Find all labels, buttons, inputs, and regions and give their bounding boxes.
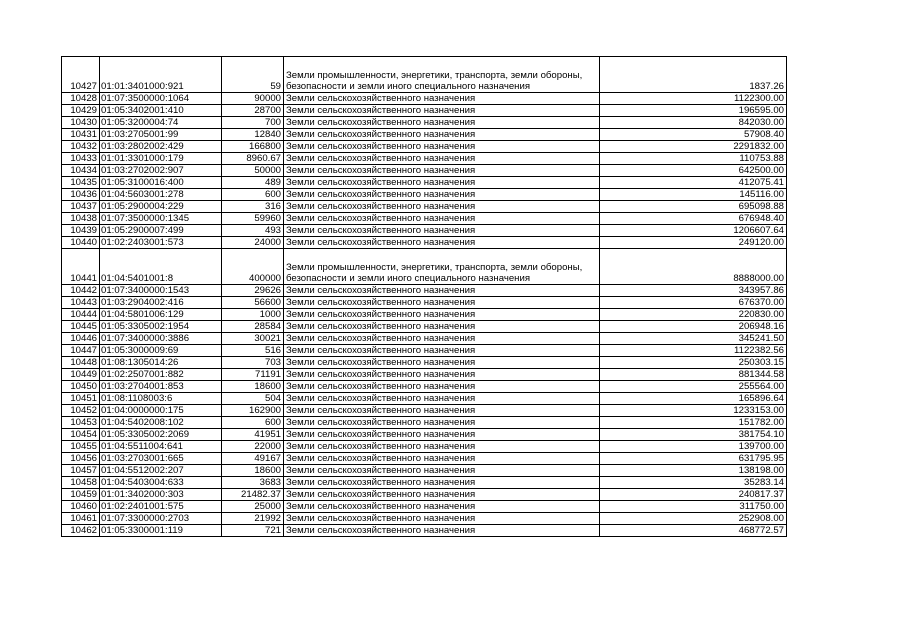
land-category-cell: Земли сельскохозяйственного назначения <box>284 465 600 477</box>
record-number-cell: 10458 <box>62 477 100 489</box>
record-number-cell: 10450 <box>62 381 100 393</box>
cadastral-number-cell: 01:05:3402001:410 <box>100 105 222 117</box>
area-cell: 516 <box>222 345 284 357</box>
land-category-cell: Земли сельскохозяйственного назначения <box>284 177 600 189</box>
table-row <box>62 513 787 525</box>
cadastral-value-cell: 165896.64 <box>600 393 787 405</box>
land-category-cell: Земли сельскохозяйственного назначения <box>284 213 600 225</box>
cadastral-number-cell: 01:03:2705001:99 <box>100 129 222 141</box>
table-row <box>62 165 787 177</box>
table-row <box>62 345 787 357</box>
table-row <box>62 189 787 201</box>
area-cell: 29626 <box>222 285 284 297</box>
cadastral-value-cell: 151782.00 <box>600 417 787 429</box>
table-row <box>62 405 787 417</box>
table-row <box>62 333 787 345</box>
table-row <box>62 321 787 333</box>
cadastral-number-cell: 01:07:3400000:1543 <box>100 285 222 297</box>
record-number-cell: 10459 <box>62 489 100 501</box>
land-category-cell: Земли промышленности, энергетики, транспорта, земли обороны, безопасности и земли иного специального назначения <box>284 249 600 285</box>
table-row <box>62 297 787 309</box>
table-row <box>62 369 787 381</box>
cadastral-number-cell: 01:01:3301000:179 <box>100 153 222 165</box>
land-category-cell: Земли сельскохозяйственного назначения <box>284 357 600 369</box>
table-row <box>62 357 787 369</box>
record-number-cell: 10441 <box>62 249 100 285</box>
table-row <box>62 105 787 117</box>
cadastral-number-cell: 01:08:1108003:6 <box>100 393 222 405</box>
land-category-cell: Земли сельскохозяйственного назначения <box>284 345 600 357</box>
cadastral-number-cell: 01:05:3305002:1954 <box>100 321 222 333</box>
area-cell: 56600 <box>222 297 284 309</box>
table-row <box>62 129 787 141</box>
area-cell: 703 <box>222 357 284 369</box>
cadastral-value-cell: 642500.00 <box>600 165 787 177</box>
cadastral-number-cell: 01:05:2900007:499 <box>100 225 222 237</box>
table-row <box>62 429 787 441</box>
land-category-cell: Земли сельскохозяйственного назначения <box>284 237 600 249</box>
record-number-cell: 10440 <box>62 237 100 249</box>
record-number-cell: 10437 <box>62 201 100 213</box>
land-category-cell: Земли сельскохозяйственного назначения <box>284 381 600 393</box>
table-body <box>62 57 787 537</box>
area-cell: 25000 <box>222 501 284 513</box>
table-row <box>62 285 787 297</box>
table-row <box>62 441 787 453</box>
record-number-cell: 10439 <box>62 225 100 237</box>
table-row <box>62 117 787 129</box>
cadastral-value-cell: 110753.88 <box>600 153 787 165</box>
land-category-cell: Земли сельскохозяйственного назначения <box>284 453 600 465</box>
area-cell: 316 <box>222 201 284 213</box>
cadastral-value-cell: 676948.40 <box>600 213 787 225</box>
record-number-cell: 10449 <box>62 369 100 381</box>
record-number-cell: 10431 <box>62 129 100 141</box>
record-number-cell: 10429 <box>62 105 100 117</box>
table-row <box>62 393 787 405</box>
record-number-cell: 10434 <box>62 165 100 177</box>
cadastral-number-cell: 01:08:1305014:26 <box>100 357 222 369</box>
record-number-cell: 10432 <box>62 141 100 153</box>
area-cell: 18600 <box>222 381 284 393</box>
cadastral-value-cell: 138198.00 <box>600 465 787 477</box>
table-row <box>62 309 787 321</box>
cadastral-number-cell: 01:04:5401001:8 <box>100 249 222 285</box>
cadastral-value-cell: 206948.16 <box>600 321 787 333</box>
cadastral-value-cell: 2291832.00 <box>600 141 787 153</box>
land-category-cell: Земли сельскохозяйственного назначения <box>284 117 600 129</box>
record-number-cell: 10436 <box>62 189 100 201</box>
table-row <box>62 237 787 249</box>
cadastral-number-cell: 01:03:2704001:853 <box>100 381 222 393</box>
land-category-cell: Земли сельскохозяйственного назначения <box>284 201 600 213</box>
land-category-cell: Земли сельскохозяйственного назначения <box>284 393 600 405</box>
table-row <box>62 153 787 165</box>
area-cell: 721 <box>222 525 284 537</box>
cadastral-value-cell: 412075.41 <box>600 177 787 189</box>
area-cell: 162900 <box>222 405 284 417</box>
cadastral-number-cell: 01:03:2703001:665 <box>100 453 222 465</box>
land-category-cell: Земли сельскохозяйственного назначения <box>284 321 600 333</box>
cadastral-value-cell: 676370.00 <box>600 297 787 309</box>
cadastral-number-cell: 01:07:3400000:3886 <box>100 333 222 345</box>
area-cell: 3683 <box>222 477 284 489</box>
cadastral-number-cell: 01:07:3500000:1064 <box>100 93 222 105</box>
area-cell: 600 <box>222 417 284 429</box>
area-cell: 8960.67 <box>222 153 284 165</box>
cadastral-number-cell: 01:05:3300001:119 <box>100 525 222 537</box>
land-register-sheet <box>61 56 787 537</box>
land-category-cell: Земли сельскохозяйственного назначения <box>284 297 600 309</box>
record-number-cell: 10456 <box>62 453 100 465</box>
record-number-cell: 10453 <box>62 417 100 429</box>
record-number-cell: 10444 <box>62 309 100 321</box>
area-cell: 71191 <box>222 369 284 381</box>
area-cell: 493 <box>222 225 284 237</box>
cadastral-number-cell: 01:02:2507001:882 <box>100 369 222 381</box>
cadastral-value-cell: 8888000.00 <box>600 249 787 285</box>
land-category-cell: Земли сельскохозяйственного назначения <box>284 489 600 501</box>
record-number-cell: 10460 <box>62 501 100 513</box>
land-category-cell: Земли сельскохозяйственного назначения <box>284 369 600 381</box>
table-row <box>62 57 787 93</box>
table-row <box>62 489 787 501</box>
land-category-cell: Земли сельскохозяйственного назначения <box>284 525 600 537</box>
cadastral-value-cell: 57908.40 <box>600 129 787 141</box>
area-cell: 41951 <box>222 429 284 441</box>
land-category-cell: Земли сельскохозяйственного назначения <box>284 93 600 105</box>
cadastral-value-cell: 250303.15 <box>600 357 787 369</box>
cadastral-number-cell: 01:05:3000009:69 <box>100 345 222 357</box>
area-cell: 18600 <box>222 465 284 477</box>
cadastral-value-cell: 343957.86 <box>600 285 787 297</box>
area-cell: 600 <box>222 189 284 201</box>
cadastral-number-cell: 01:01:3402000:303 <box>100 489 222 501</box>
cadastral-number-cell: 01:04:5512002:207 <box>100 465 222 477</box>
area-cell: 30021 <box>222 333 284 345</box>
record-number-cell: 10446 <box>62 333 100 345</box>
record-number-cell: 10462 <box>62 525 100 537</box>
area-cell: 489 <box>222 177 284 189</box>
cadastral-value-cell: 220830.00 <box>600 309 787 321</box>
cadastral-value-cell: 345241.50 <box>600 333 787 345</box>
table-row <box>62 249 787 285</box>
record-number-cell: 10457 <box>62 465 100 477</box>
land-category-cell: Земли сельскохозяйственного назначения <box>284 129 600 141</box>
land-category-cell: Земли сельскохозяйственного назначения <box>284 513 600 525</box>
area-cell: 1000 <box>222 309 284 321</box>
area-cell: 504 <box>222 393 284 405</box>
area-cell: 24000 <box>222 237 284 249</box>
land-category-cell: Земли промышленности, энергетики, транспорта, земли обороны, безопасности и земли иного специального назначения <box>284 57 600 93</box>
cadastral-value-cell: 249120.00 <box>600 237 787 249</box>
record-number-cell: 10435 <box>62 177 100 189</box>
cadastral-value-cell: 255564.00 <box>600 381 787 393</box>
cadastral-number-cell: 01:02:2401001:575 <box>100 501 222 513</box>
table-row <box>62 465 787 477</box>
cadastral-number-cell: 01:04:5511004:641 <box>100 441 222 453</box>
area-cell: 50000 <box>222 165 284 177</box>
cadastral-number-cell: 01:03:2802002:429 <box>100 141 222 153</box>
cadastral-number-cell: 01:05:3200004:74 <box>100 117 222 129</box>
cadastral-number-cell: 01:01:3401000:921 <box>100 57 222 93</box>
record-number-cell: 10442 <box>62 285 100 297</box>
cadastral-number-cell: 01:03:2702002:907 <box>100 165 222 177</box>
cadastral-value-cell: 842030.00 <box>600 117 787 129</box>
record-number-cell: 10454 <box>62 429 100 441</box>
land-category-cell: Земли сельскохозяйственного назначения <box>284 477 600 489</box>
table-row <box>62 477 787 489</box>
land-category-cell: Земли сельскохозяйственного назначения <box>284 105 600 117</box>
cadastral-number-cell: 01:07:3300000:2703 <box>100 513 222 525</box>
cadastral-value-cell: 881344.58 <box>600 369 787 381</box>
cadastral-value-cell: 145116.00 <box>600 189 787 201</box>
area-cell: 21992 <box>222 513 284 525</box>
land-category-cell: Земли сельскохозяйственного назначения <box>284 429 600 441</box>
area-cell: 49167 <box>222 453 284 465</box>
cadastral-number-cell: 01:04:5402008:102 <box>100 417 222 429</box>
area-cell: 59 <box>222 57 284 93</box>
land-category-cell: Земли сельскохозяйственного назначения <box>284 153 600 165</box>
cadastral-number-cell: 01:04:5801006:129 <box>100 309 222 321</box>
cadastral-number-cell: 01:02:2403001:573 <box>100 237 222 249</box>
record-number-cell: 10438 <box>62 213 100 225</box>
cadastral-number-cell: 01:05:3305002:2069 <box>100 429 222 441</box>
record-number-cell: 10455 <box>62 441 100 453</box>
record-number-cell: 10451 <box>62 393 100 405</box>
cadastral-value-cell: 35283.14 <box>600 477 787 489</box>
record-number-cell: 10452 <box>62 405 100 417</box>
cadastral-number-cell: 01:04:5403004:633 <box>100 477 222 489</box>
area-cell: 28584 <box>222 321 284 333</box>
table-row <box>62 177 787 189</box>
record-number-cell: 10461 <box>62 513 100 525</box>
area-cell: 12840 <box>222 129 284 141</box>
table-row <box>62 501 787 513</box>
record-number-cell: 10428 <box>62 93 100 105</box>
area-cell: 700 <box>222 117 284 129</box>
table-row <box>62 93 787 105</box>
table-row <box>62 201 787 213</box>
land-category-cell: Земли сельскохозяйственного назначения <box>284 165 600 177</box>
area-cell: 21482.37 <box>222 489 284 501</box>
area-cell: 28700 <box>222 105 284 117</box>
cadastral-value-cell: 1233153.00 <box>600 405 787 417</box>
cadastral-value-cell: 252908.00 <box>600 513 787 525</box>
land-category-cell: Земли сельскохозяйственного назначения <box>284 405 600 417</box>
record-number-cell: 10445 <box>62 321 100 333</box>
table-row <box>62 525 787 537</box>
cadastral-value-cell: 468772.57 <box>600 525 787 537</box>
cadastral-value-cell: 240817.37 <box>600 489 787 501</box>
cadastral-value-cell: 381754.10 <box>600 429 787 441</box>
land-category-cell: Земли сельскохозяйственного назначения <box>284 141 600 153</box>
record-number-cell: 10427 <box>62 57 100 93</box>
land-category-cell: Земли сельскохозяйственного назначения <box>284 501 600 513</box>
table-row <box>62 381 787 393</box>
table-row <box>62 225 787 237</box>
cadastral-number-cell: 01:05:2900004:229 <box>100 201 222 213</box>
cadastral-value-cell: 196595.00 <box>600 105 787 117</box>
cadastral-value-cell: 1122382.56 <box>600 345 787 357</box>
cadastral-number-cell: 01:05:3100016:400 <box>100 177 222 189</box>
record-number-cell: 10433 <box>62 153 100 165</box>
cadastral-number-cell: 01:07:3500000:1345 <box>100 213 222 225</box>
land-category-cell: Земли сельскохозяйственного назначения <box>284 189 600 201</box>
land-category-cell: Земли сельскохозяйственного назначения <box>284 225 600 237</box>
table-row <box>62 141 787 153</box>
cadastral-value-cell: 1206607.64 <box>600 225 787 237</box>
cadastral-value-cell: 139700.00 <box>600 441 787 453</box>
cadastral-value-cell: 311750.00 <box>600 501 787 513</box>
land-category-cell: Земли сельскохозяйственного назначения <box>284 309 600 321</box>
cadastral-value-cell: 1837.26 <box>600 57 787 93</box>
cadastral-number-cell: 01:03:2904002:416 <box>100 297 222 309</box>
record-number-cell: 10430 <box>62 117 100 129</box>
cadastral-number-cell: 01:04:5603001:278 <box>100 189 222 201</box>
land-category-cell: Земли сельскохозяйственного назначения <box>284 333 600 345</box>
table-row <box>62 213 787 225</box>
area-cell: 22000 <box>222 441 284 453</box>
cadastral-number-cell: 01:04:0000000:175 <box>100 405 222 417</box>
area-cell: 90000 <box>222 93 284 105</box>
land-plots-table <box>61 56 787 537</box>
land-category-cell: Земли сельскохозяйственного назначения <box>284 441 600 453</box>
area-cell: 400000 <box>222 249 284 285</box>
land-category-cell: Земли сельскохозяйственного назначения <box>284 417 600 429</box>
cadastral-value-cell: 695098.88 <box>600 201 787 213</box>
area-cell: 166800 <box>222 141 284 153</box>
cadastral-value-cell: 631795.95 <box>600 453 787 465</box>
area-cell: 59960 <box>222 213 284 225</box>
record-number-cell: 10443 <box>62 297 100 309</box>
record-number-cell: 10447 <box>62 345 100 357</box>
cadastral-value-cell: 1122300.00 <box>600 93 787 105</box>
record-number-cell: 10448 <box>62 357 100 369</box>
table-row <box>62 453 787 465</box>
land-category-cell: Земли сельскохозяйственного назначения <box>284 285 600 297</box>
table-row <box>62 417 787 429</box>
